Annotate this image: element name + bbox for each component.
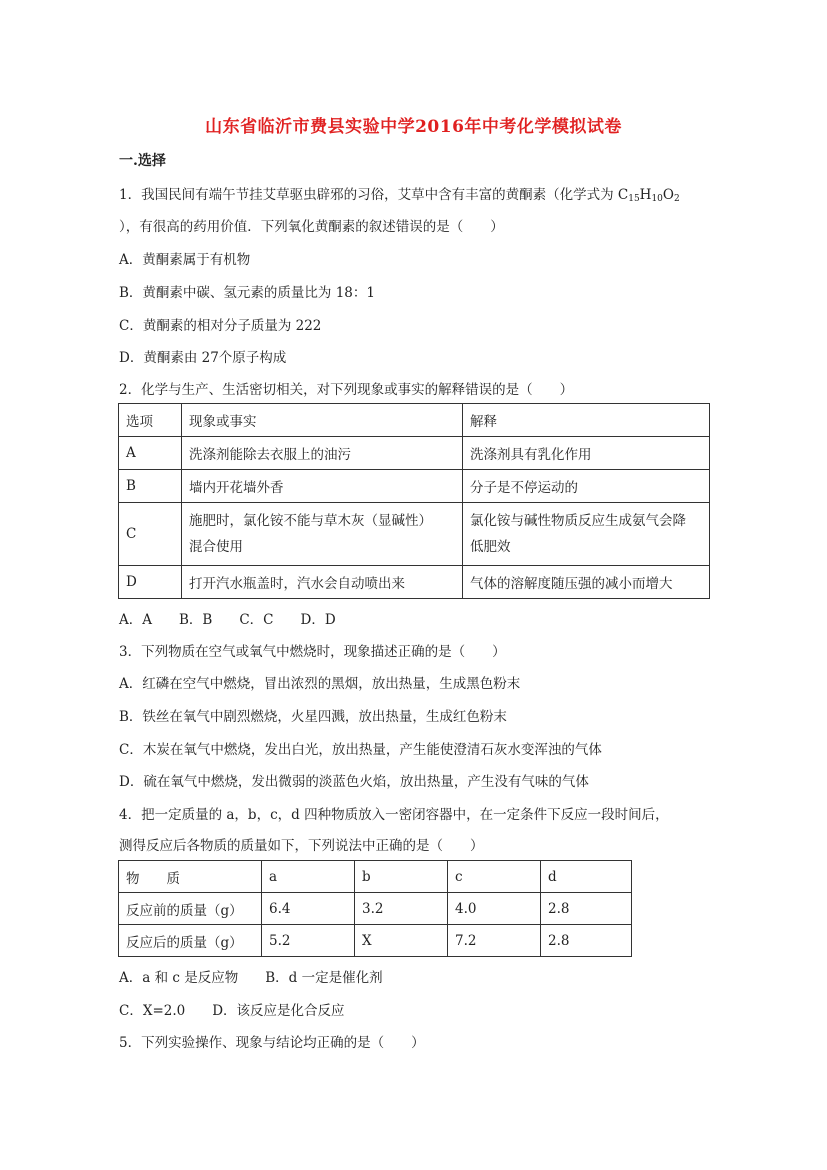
table-cell: X	[355, 925, 448, 957]
table-cell: 2.8	[541, 925, 632, 957]
q4-options-line2: C．X=2.0 D．该反应是化合反应	[119, 1003, 345, 1019]
table-cell: 解释	[463, 404, 710, 437]
table-cell: 选项	[119, 404, 182, 437]
table-cell: 打开汽水瓶盖时，汽水会自动喷出来	[182, 566, 463, 599]
section-heading: 一.选择	[119, 153, 166, 169]
table-header-row	[119, 861, 632, 893]
q3-option-b: B．铁丝在氧气中剧烈燃烧，火星四溅，放出热量，生成红色粉末	[119, 709, 507, 725]
table-cell: C	[119, 503, 182, 566]
cell-text-line: 施肥时，氯化铵不能与草木灰（显碱性）	[189, 513, 432, 529]
page-title: 山东省临沂市费县实验中学2016年中考化学模拟试卷	[205, 117, 622, 137]
table-cell: 3.2	[355, 893, 448, 925]
table-cell: 5.2	[262, 925, 355, 957]
table-cell: 反应后的质量（g）	[119, 925, 262, 957]
table-cell: 墙内开花墙外香	[182, 470, 463, 503]
table-row	[119, 503, 710, 566]
q1-stem-line2: ），有很高的药用价值．下列氧化黄酮素的叙述错误的是（ ）	[119, 219, 504, 235]
table-cell: 现象或事实	[182, 404, 463, 437]
table-cell: 4.0	[448, 893, 541, 925]
q3-option-a: A．红磷在空气中燃烧，冒出浓烈的黑烟，放出热量，生成黑色粉末	[119, 676, 521, 692]
q1-option-b: B．黄酮素中碳、氢元素的质量比为 18：1	[119, 285, 375, 301]
table-cell: a	[262, 861, 355, 893]
table-row	[119, 566, 710, 599]
q4-options-line1: A．a 和 c 是反应物 B．d 一定是催化剂	[119, 970, 383, 986]
table-header-row	[119, 404, 710, 437]
table-cell: 洗涤剂能除去衣服上的油污	[182, 437, 463, 470]
table-row	[119, 893, 632, 925]
table-cell: 分子是不停运动的	[463, 470, 710, 503]
table-cell: 物 质	[119, 861, 262, 893]
q2-table	[118, 403, 710, 599]
q2-options: A．A B．B C．C D．D	[119, 612, 336, 628]
table-cell: c	[448, 861, 541, 893]
q4-table	[118, 860, 632, 957]
q3-option-c: C．木炭在氧气中燃烧，发出白光，放出热量，产生能使澄清石灰水变浑浊的气体	[119, 742, 602, 758]
q4-stem-line2: 测得反应后各物质的质量如下，下列说法中正确的是（ ）	[119, 838, 484, 854]
q3-option-d: D．硫在氧气中燃烧，发出微弱的淡蓝色火焰，放出热量，产生没有气味的气体	[119, 774, 589, 790]
table-row	[119, 925, 632, 957]
table-row	[119, 470, 710, 503]
table-row	[119, 437, 710, 470]
q1-option-c: C．黄酮素的相对分子质量为 222	[119, 318, 322, 334]
table-cell: A	[119, 437, 182, 470]
table-cell: d	[541, 861, 632, 893]
table-cell: 反应前的质量（g）	[119, 893, 262, 925]
q1-option-a: A．黄酮素属于有机物	[119, 252, 251, 268]
table-cell	[463, 503, 710, 566]
cell-text-line: 氯化铵与碱性物质反应生成氨气会降	[470, 513, 686, 529]
table-cell	[182, 503, 463, 566]
table-cell: b	[355, 861, 448, 893]
q4-stem-line1: 4．把一定质量的 a，b，c，d 四种物质放入一密闭容器中，在一定条件下反应一段时间后，	[119, 807, 669, 823]
cell-text-line: 混合使用	[189, 539, 243, 555]
table-cell: D	[119, 566, 182, 599]
q1-stem-line1: 1．我国民间有端午节挂艾草驱虫辟邪的习俗，艾草中含有丰富的黄酮素（化学式为 $C_{15}H_{10}O_2$	[119, 187, 680, 204]
cell-text-line: 低肥效	[470, 539, 511, 555]
table-cell: 洗涤剂具有乳化作用	[463, 437, 710, 470]
q3-stem: 3．下列物质在空气或氧气中燃烧时，现象描述正确的是（ ）	[119, 644, 506, 660]
q2-stem: 2．化学与生产、生活密切相关，对下列现象或事实的解释错误的是（ ）	[119, 382, 574, 398]
table-cell: 7.2	[448, 925, 541, 957]
table-cell: 6.4	[262, 893, 355, 925]
table-cell: B	[119, 470, 182, 503]
q5-stem: 5．下列实验操作、现象与结论均正确的是（ ）	[119, 1035, 425, 1051]
q1-option-d: D．黄酮素由 27个原子构成	[119, 350, 287, 366]
table-cell: 气体的溶解度随压强的减小而增大	[463, 566, 710, 599]
table-cell: 2.8	[541, 893, 632, 925]
